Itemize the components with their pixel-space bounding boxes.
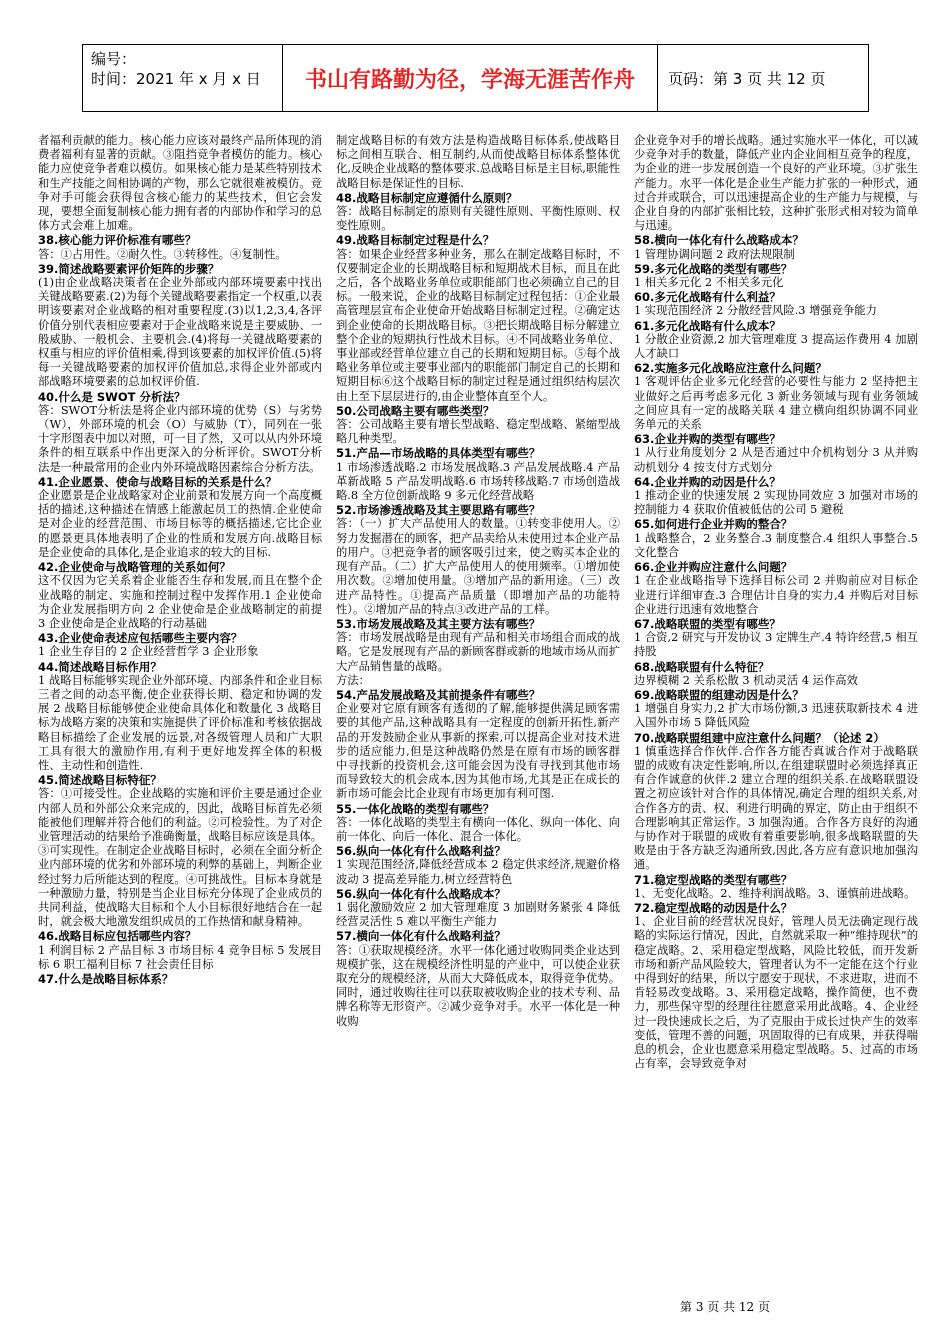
question-heading: 56.纵向一体化有什么战略利益？ [336, 844, 506, 859]
answer-text: 答：一体化战略的类型主有横向一体化、纵向一体化、向前一体化、向后一体化、混合一体化。 [336, 815, 620, 843]
answer-text: 方法： [336, 673, 370, 687]
question-heading: 69.战略联盟的组建动因是什么？ [634, 687, 804, 702]
answer-text: 1 企业生存目的 2 企业经营哲学 3 企业形象 [38, 645, 259, 659]
answer-text: 1 战略整合，2 业务整合.3 制度整合.4 组织人事整合.5 文化整合 [634, 531, 918, 559]
page-footer: 第 3 页 共 12 页 [680, 1300, 770, 1314]
question-heading: 58.横向一体化有什么战略成本？ [634, 233, 804, 248]
question-heading: 54.产品发展战略及其前提条件有哪些？ [336, 687, 541, 702]
question-heading: 48.战略目标制定应遵循什么原则？ [336, 190, 518, 205]
question-heading: 42.企业使命与战略管理的关系如何？ [38, 560, 231, 575]
question-heading: 61.多元化战略有什么成本？ [634, 318, 781, 333]
content-column-2 [336, 134, 620, 1284]
question-heading: 51.产品—市场战略的具体类型有哪些？ [336, 446, 541, 461]
answer-text: 这不仅因为它关系着企业能否生存和发展,而且在整个企业战略的制定、实施和控制过程中发挥作用.1 企业使命为企业发展指明方向 2 企业使命是企业战略制定的前提 3 企业使命是企业战略的行动基础 [38, 574, 322, 630]
question-heading: 55.一体化战略的类型有哪些？ [336, 801, 495, 816]
answer-text: 边界模糊 2 关系松散 3 机动灵活 4 运作高效 [634, 673, 858, 687]
question-heading: 39.简述战略要素评价矩阵的步骤？ [38, 261, 220, 276]
question-heading: 45.简述战略目标特征？ [38, 773, 162, 788]
answer-text: 企业要对它原有顾客有透彻的了解,能够提供满足顾客需要的其他产品,这种战略具有一定程度的创新开拓性,新产品的开发鼓励企业从事新的探索,可以提高企业对技术进步的适应能力,但是这种战略仍然是在原有市场的顾客群中寻找新的投资机会,这可能会因为没有寻找到其他市场而导致较大的机会成本,因为其他市场,尤其是正在成长的新市场可能会比企业现有市场更加有利可图. [336, 702, 620, 801]
answer-text: 企业愿景是企业战略家对企业前景和发展方向一个高度概括的描述,这种描述在情感上能激起员工的热情.企业使命是对企业的经营范围、市场目标等的概括描述,它比企业的愿景更具体地表明了企业的性质和发展方向.战略目标是企业使命的具体化,是企业追求的较大的目标. [38, 489, 322, 559]
question-heading: 60.多元化战略有什么利益？ [634, 290, 781, 305]
question-heading: 57.横向一体化有什么战略利益？ [336, 929, 506, 944]
question-heading: 47.什么是战略目标体系？ [38, 971, 174, 986]
answer-text: 答：市场发展战略是由现有产品和相关市场组合而成的战略。它是发展现有产品的新顾客群或新的地域市场从而扩大产品销售量的战略。 [336, 631, 620, 673]
answer-text: 1 市场渗透战略.2 市场发展战略.3 产品发展战略.4 产品革新战略 5 产品发明战略.6 市场转移战略.7 市场创造战略.8 全方位创新战略 9 多元化经营战略 [336, 460, 620, 503]
question-heading: 56.纵向一体化有什么战略成本？ [336, 886, 506, 901]
question-heading: 44.简述战略目标作用？ [38, 659, 162, 674]
header-page-number: 页码：第 3 页 共 12 页 [668, 69, 826, 88]
question-heading: 43.企业使命表述应包括哪些主要内容？ [38, 631, 243, 646]
answer-text: 1 合资,2 研究与开发协议 3 定牌生产.4 特许经营,5 相互持股 [634, 631, 918, 659]
answer-text: 1 实现范围经济 2 分散经营风险.3 增强竞争能力 [634, 304, 877, 318]
content-column-3 [634, 134, 918, 1284]
answer-text: 1 增强自身实力,2 扩大市场份额,3 迅速获取新技术 4 进入国外市场 5 降低风险 [634, 702, 918, 730]
header-meta [83, 45, 283, 111]
header-motto: 书山有路勤为径，学海无涯苦作舟 [283, 45, 658, 111]
answer-text: 1 实现范围经济,降低经营成本 2 稳定供求经济,规避价格波动 3 提高差异能力,树立经营特色 [336, 858, 620, 886]
page-header [82, 44, 869, 112]
document-number-label: 编号： [91, 50, 137, 68]
answer-text: 答：（一）扩大产品使用人的数量。①转变非使用人。②努力发掘潜在的顾客，把产品卖给从未使用过本企业产品的用户。③把竞争者的顾客吸引过来，使之购买本企业的现有产品。（二）扩大产品使用人的使用频率。①增加使用次数。②增加使用量。③增加产品的新用途。（三）改进产品特性。①提高产品质量（即增加产品的功能特性）。②增加产品的特点③改进产品的工样。 [336, 517, 620, 616]
answer-text: 答：①可接受性。企业战略的实施和评价主要是通过企业内部人员和外部公众来完成的，因此，战略目标首先必须能被他们理解并符合他们的利益。②可检验性。为了对企业管理活动的结果给予准确衡量，战略目标应该是具体。③可实现性。在制定企业战略目标时，必须在全面分析企业内部环境的优劣和外部环境的利弊的基础上，判断企业经过努力后所能达到的程度。④可挑战性。目标本身就是一种激励力量，特别是当企业目标充分体现了企业成员的共同利益，使战略大目标和个人小目标很好地结合在一起时，就会极大地激发组织成员的工作热情和献身精神。 [38, 787, 322, 929]
question-heading: 65.如何进行企业并购的整合？ [634, 517, 793, 532]
answer-text: 答：战略目标制定的原则有关键性原则、平衡性原则、权变性原则。 [336, 205, 620, 233]
answer-text: 答：公司战略主要有增长型战略、稳定型战略、紧缩型战略几种类型。 [336, 418, 620, 446]
answer-text: 企业竞争对手的增长战略。通过实施水平一体化，可以减少竞争对手的数量，降低产业内企业间相互竞争的程度，为企业的进一步发展创造一个良好的产业环境。③扩张生产能力。水平一体化是企业生产能力扩张的一种形式，通过合并或联合，可以迅速提高企业的生产能力与规模，与企业自身的内部扩张相比较，这种扩张形式相对较为简单与迅速。 [634, 134, 918, 233]
question-heading: 50.公司战略主要有哪些类型？ [336, 403, 495, 418]
answer-text: 1 利润目标 2 产品目标 3 市场目标 4 竞争目标 5 发展目标 6 职工福利目标 7 社会责任目标 [38, 943, 322, 971]
answer-text: 者福利贡献的能力。核心能力应该对最终产品所体现的消费者福利有显著的贡献。③阻挡竞争者模仿的能力。核心能力应使竞争者难以模仿。如果核心能力是某些特别技术和生产技能之间相协调的产物，那么它就很难被模仿。竞争对手可能会获得包含核心能力的某些技术，但它会发现，要想全面复制核心能力拥有者的内部协作和学习的总体方式会难上加难。 [38, 134, 322, 233]
question-heading: 52.市场渗透战略及其主要思路有哪些？ [336, 503, 541, 518]
answer-text: (1)由企业战略决策者在企业外部或内部环境要素中找出关键战略要素.(2)为每个关键战略要素指定一个权重,以表明该要素对企业战略的相对重要程度.(3)以1,2,3,4,各评价值分别代表相应要素对于企业战略来说是主要威胁、一般威胁、一般机会、主要机会.(4)将每一关键战略要素的权重与相应的评价值相乘,得到该要素的加权评价值.(5)将每一关键战略要素的加权评价值加总,求得企业外部或内部战略环境要素的总加权评价值. [38, 276, 322, 389]
answer-text: 1 弱化激励效应 2 加大管理难度 3 加剧财务紧张 4 降低经营灵活性 5 难以平衡生产能力 [336, 900, 620, 929]
answer-text: 1 管理协调问题 2 政府法规限制 [634, 247, 795, 261]
question-heading: 68.战略联盟有什么特征？ [634, 659, 770, 674]
question-heading: 62.实施多元化战略应注意什么问题？ [634, 361, 827, 376]
question-heading: 59.多元化战略的类型有哪些？ [634, 261, 793, 276]
question-heading: 38.核心能力评价标准有哪些？ [38, 233, 197, 248]
answer-text: 答：SWOT分析法是将企业内部环境的优势（S）与劣势（W），外部环境的机会（O）与威胁（T），同列在一张十字形图表中加以对照，可一目了然，又可以从内外环境条件的相互联系中作出更深入的分析评价。SWOT分析法是一种最常用的企业内外环境战略因素综合分析方法。 [38, 403, 322, 474]
answer-text: 1 在企业战略指导下选择目标公司 2 并购前应对目标企业进行详细审查.3 合理估计自身的实力,4 并购后对目标企业进行迅速有效地整合 [634, 574, 918, 616]
answer-text: 1 客观评估企业多元化经营的必要性与能力 2 坚持把主业做好之后再考虑多元化 3 新业务领域与现有业务领域之间应具有一定的战略关联 4 建立横向组织协调不同业务单元的关系 [634, 375, 918, 432]
content-column-1 [38, 134, 322, 1284]
answer-text: 1 相关多元化 2 不相关多元化 [634, 276, 784, 290]
question-heading: 71.稳定型战略的类型有哪些？ [634, 872, 793, 887]
answer-text: 1 推动企业的快速发展 2 实现协同效应 3 加强对市场的控制能力 4 获取价值被低估的公司 5 避税 [634, 489, 918, 517]
question-heading: 67.战略联盟的类型有哪些？ [634, 616, 781, 631]
question-heading: 49.战略目标制定过程是什么？ [336, 233, 495, 248]
question-heading: 53.市场发展战略及其主要方法有哪些？ [336, 616, 541, 631]
question-heading: 64.企业并购的动因是什么？ [634, 474, 781, 489]
answer-text: 制定战略目标的有效方法是构造战略目标体系,使战略目标之间相互联合、相互制约,从而使战略目标体系整体优化,反映企业战略的整体要求.总战略目标是主目标,职能性战略目标是保证性的目标. [336, 134, 620, 190]
question-heading: 72.稳定型战略的动因是什么？ [634, 900, 793, 915]
answer-text: 1、企业目前的经营状况良好，管理人员无法确定现行战略的实际运行情况，因此，自然就采取一种“维持现状”的稳定战略。2、采用稳定型战略，风险比较低，而开发新市场和新产品风险较大，管理者认为不一定能在这个行业中得到好的结果，所以宁愿安于现状，不求进取，进而不肯轻易改变战略。3、采用稳定战略，操作简便，也不费力，那些保守型的经理往往愿意采用此战略。4、企业经过一段快速成长之后，为了克服由于成长过快产生的效率变低，管理不善的问题，巩固取得的已有成果，并获得喘息的机会，企业也愿意采用稳定型战略。5、过高的市场占有率，会导致竞争对 [634, 915, 918, 1071]
answer-text: 答：①获取规模经济。水平一体化通过收购同类企业达到规模扩张，这在规模经济性明显的产业中，可以使企业获取充分的规模经济，从而大大降低成本，取得竞争优势。同时，通过收购往往可以获取被收购企业的技术专利、品牌名称等无形资产。②减少竞争对手。水平一体化是一种收购 [336, 943, 620, 1028]
answer-text: 1 从行业角度划分 2 从是否通过中介机构划分 3 从并购动机划分 4 按支付方式划分 [634, 446, 918, 474]
question-heading: 66.企业并购应注意什么问题？ [634, 560, 793, 575]
question-heading: 63.企业并购的类型有哪些？ [634, 432, 781, 447]
answer-text: 1、无变化战略。2、维持利润战略。3、谨慎前进战略。 [634, 886, 916, 900]
content-columns [38, 134, 918, 1284]
document-date: 时间：2021 年 x 月 x 日 [91, 70, 261, 88]
answer-text: 1 战略目标能够实现企业外部环境、内部条件和企业目标三者之间的动态平衡,使企业获得长期、稳定和协调的发展 2 战略目标能够使企业使命具体化和数量化 3 战略目标为战略方案的决策和实施提供了评价标准和考核依据战略目标描绘了企业发展的远景,对各级管理人员和广大职工具有很大的激励作用,有利于更好地发挥全体的积极性、主动性和创造性. [38, 673, 322, 772]
question-heading: 70.战略联盟组建中应注意什么问题？（论述 2） [634, 730, 885, 745]
answer-text: 1 分散企业资源,2 加大管理难度 3 提高运作费用 4 加剧人才缺口 [634, 332, 918, 361]
answer-text: 1 慎重选择合作伙伴.合作各方能否真诚合作对于战略联盟的成败有决定性影响,所以,在组建联盟时必须选择真正有合作诚意的伙伴.2 建立合理的组织关系.在战略联盟设置之初应该针对合作的具体情况,确定合理的组织关系,对合作各方的责、权、利进行明确的界定，防止由于组织不合理影响其正常运作。3 加强沟通。合作各方良好的沟通与协作对于联盟的成败有着重要影响,很多战略联盟的失败是由于各方缺乏沟通所致,因此,各方应有意识地加强沟通。 [634, 744, 918, 872]
answer-text: 答：①占用性。②耐久性。③转移性。④复制性。 [38, 247, 287, 261]
question-heading: 40.什么是 SWOT 分析法？ [38, 389, 186, 404]
question-heading: 41.企业愿景、使命与战略目标的关系是什么？ [38, 474, 277, 489]
answer-text: 答：如果企业经营多种业务，那么在制定战略目标时，不仅要制定企业的长期战略目标和短期战术目标，而且在此之后，各个战略业务单位或职能部门也必须确立自己的目标。一般来说，企业的战略目标制定过程包括：①企业最高管理层宣布企业使命开始战略目标制定过程。②确定达到企业使命的长期战略目标。③把长期战略目标分解建立整个企业的短期执行性战术目标。④不同战略业务单位、事业部或经营单位建立自己的长期和短期目标。⑤每个战略业务单位或主要事业部内的职能部门制定自己的长期和短期目标⑥这个战略目标的制定过程是通过组织结构层次由上至下层层进行的,由企业整体直至个人。 [336, 247, 620, 403]
question-heading: 46.战略目标应包括哪些内容？ [38, 929, 197, 944]
